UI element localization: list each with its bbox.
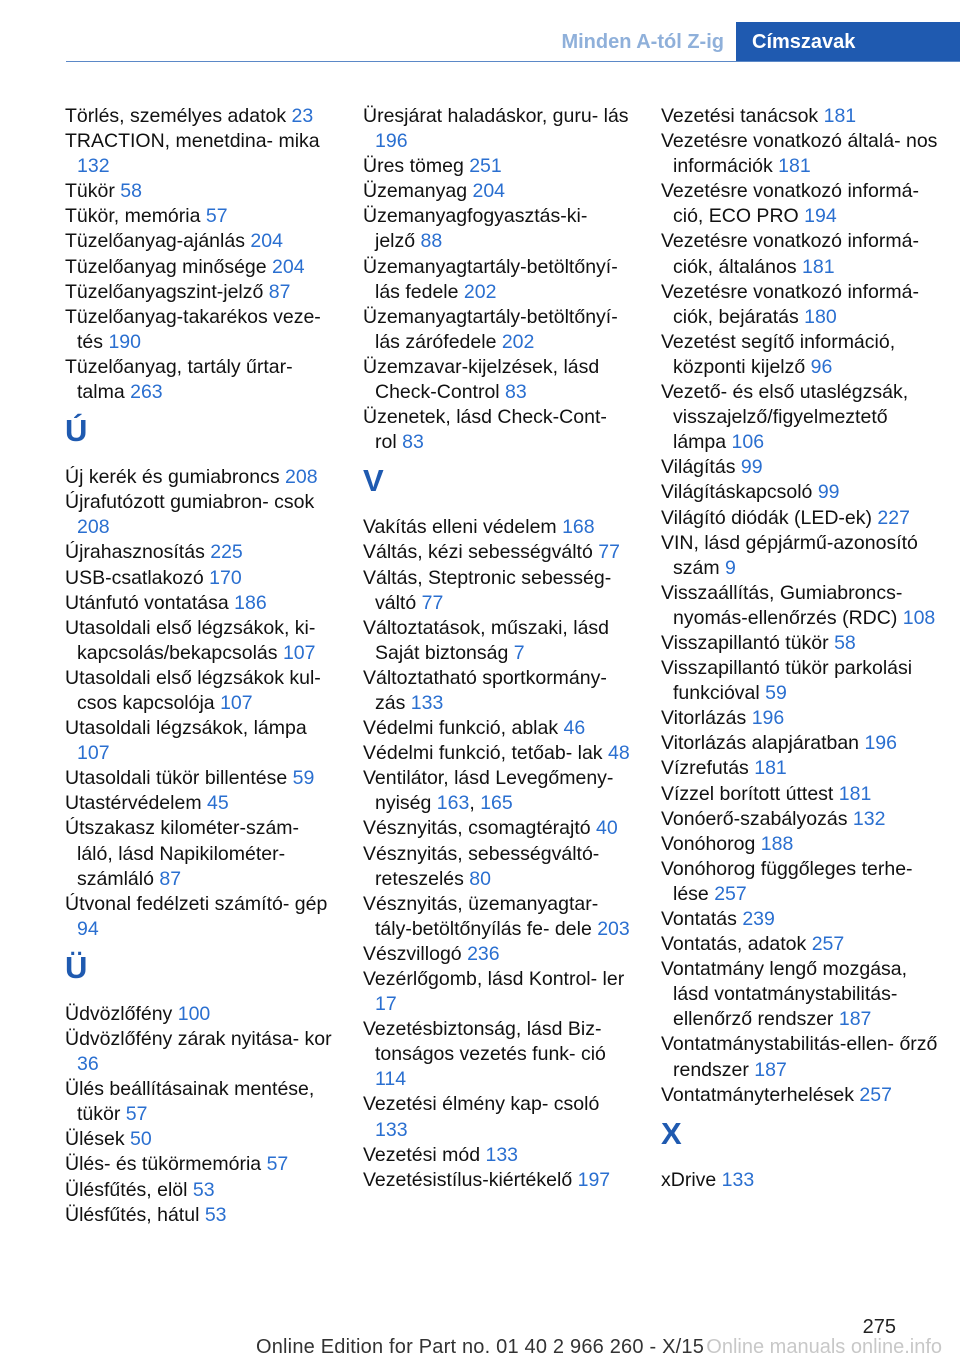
index-entry-text: Vésznyitás, sebességváltó- reteszelés xyxy=(363,842,600,890)
index-entry xyxy=(65,1027,333,1077)
index-entry xyxy=(65,566,333,591)
page-reference-link[interactable]: 9 xyxy=(725,556,736,579)
page-reference-link[interactable]: 251 xyxy=(469,155,502,178)
index-entry-text: Vontatmány lengő mozgása, lásd vontatmánystabilitás- ellenőrző rendszer xyxy=(661,958,908,1031)
index-entry-text: Ülés beállításainak mentése, tükör xyxy=(65,1078,315,1126)
index-entry-text: Ülésfűtés, elöl xyxy=(65,1178,193,1201)
index-entry-text: Utasoldali első légzsákok kul‐ csos kapcsolója xyxy=(65,666,321,714)
index-entry xyxy=(661,857,941,907)
index-entry xyxy=(363,1143,631,1168)
page-reference-link[interactable]: 107 xyxy=(77,742,110,765)
index-entry-text: Utasoldali tükör billentése xyxy=(65,767,293,790)
page-reference-link[interactable]: 236 xyxy=(467,942,500,965)
index-entry xyxy=(363,154,631,179)
index-entry xyxy=(65,666,333,716)
page-reference-link[interactable]: 57 xyxy=(266,1153,289,1176)
page-reference-link[interactable]: 196 xyxy=(751,707,785,730)
index-letter-heading: X xyxy=(661,1115,682,1151)
page-reference-link[interactable]: 48 xyxy=(607,742,630,765)
page-reference-link[interactable]: 59 xyxy=(765,682,787,705)
index-entry xyxy=(65,305,333,355)
index-entry xyxy=(65,280,333,305)
page-reference-link[interactable]: 83 xyxy=(402,431,424,454)
index-entry-text: Vitorlázás alapjáratban xyxy=(661,732,865,755)
page-reference-link[interactable]: 80 xyxy=(469,867,491,890)
page-reference-link[interactable]: 263 xyxy=(130,381,163,404)
index-entry xyxy=(363,405,631,455)
index-entry xyxy=(661,1083,941,1108)
index-entry xyxy=(65,1002,333,1027)
watermark-text: Online manuals online.info xyxy=(706,1336,942,1358)
page-reference-link[interactable]: 53 xyxy=(192,1178,215,1201)
index-entry-text: Visszapillantó tükör xyxy=(661,631,835,654)
page-reference-link[interactable]: 225 xyxy=(210,541,243,564)
index-entry-text: Vontatmánystabilitás-ellen‐ őrző rendszer xyxy=(661,1033,938,1081)
index-entry-text: Vésznyitás, csomagtérajtó xyxy=(363,817,597,840)
index-entry-text: Váltás, kézi sebességváltó xyxy=(363,541,599,564)
index-entry xyxy=(363,816,631,841)
index-entry-text: Utánfutó vontatása xyxy=(65,591,235,614)
index-entry-text: Vezetési élmény kap‐ csoló xyxy=(363,1093,600,1116)
page-reference-link[interactable]: 36 xyxy=(77,1053,99,1076)
index-entry xyxy=(661,1168,941,1193)
index-entry xyxy=(65,1127,333,1152)
index-entry xyxy=(661,531,941,581)
page-reference-link[interactable]: 196 xyxy=(375,130,408,153)
page-reference-link[interactable]: 57 xyxy=(125,1103,148,1126)
page-reference-link[interactable]: 163 xyxy=(436,792,470,815)
page-reference-link[interactable]: 202 xyxy=(463,280,497,303)
page-reference-link[interactable]: 106 xyxy=(731,431,765,454)
index-entry xyxy=(65,591,333,616)
page-reference-link[interactable]: 58 xyxy=(834,631,856,654)
index-entry-text: Ülések xyxy=(65,1128,131,1151)
index-entry-text: Tüzelőanyag-takarékos veze‐ tés xyxy=(65,305,321,353)
index-entry xyxy=(661,129,941,179)
page-reference-link[interactable]: 40 xyxy=(596,817,618,840)
page-reference-link[interactable]: 133 xyxy=(375,1118,408,1141)
page-reference-link[interactable]: 100 xyxy=(177,1002,211,1025)
index-entry-text: Vezetésre vonatkozó informá‐ ció, ECO PRO xyxy=(661,180,919,228)
index-entry-text: Váltás, Steptronic sebesség‐ váltó xyxy=(363,566,612,614)
index-entry-text: TRACTION, menetdina‐ mika xyxy=(65,130,320,153)
page-reference-link[interactable]: 133 xyxy=(721,1168,755,1191)
page-reference-link[interactable]: 94 xyxy=(77,917,99,940)
index-entry-text: Vésznyitás, üzemanyagtar‐ tály-betöltőnyílás fe‐ dele xyxy=(363,892,599,940)
page-reference-link[interactable]: 181 xyxy=(754,757,787,780)
index-entry xyxy=(363,1017,631,1092)
index-entry-text: Vezetésistílus-kiértékelő xyxy=(363,1168,578,1191)
page-reference-link[interactable]: 87 xyxy=(268,280,291,303)
page-reference-link[interactable]: 227 xyxy=(877,506,910,529)
page-reference-link[interactable]: 107 xyxy=(220,691,253,714)
index-entry xyxy=(65,1178,333,1203)
index-entry-text: Üzemzavar-kijelzések, lásd Check-Control xyxy=(363,355,600,404)
index-entry-text: Tüzelőanyag minősége xyxy=(65,255,273,278)
page-reference-link[interactable]: 208 xyxy=(285,466,318,489)
page-reference-link[interactable]: 180 xyxy=(804,305,837,328)
index-entry xyxy=(363,204,631,254)
index-entry-text: Ülés- és tükörmemória xyxy=(65,1153,267,1176)
index-entry-text: Üdvözlőfény zárak nyitása‐ kor xyxy=(65,1028,332,1050)
index-entry xyxy=(65,129,333,179)
index-entry xyxy=(65,179,333,204)
page-reference-link[interactable]: 196 xyxy=(864,732,897,755)
page-reference-link[interactable]: 204 xyxy=(250,230,283,253)
page-reference-link[interactable]: 202 xyxy=(501,330,535,353)
index-entry xyxy=(363,305,631,355)
index-letter-heading: V xyxy=(363,463,384,499)
page-reference-link[interactable]: 50 xyxy=(130,1128,152,1151)
index-entry-text: Tükör xyxy=(65,180,121,203)
index-entry xyxy=(363,566,631,616)
index-entry xyxy=(363,1092,631,1142)
index-entry xyxy=(661,179,941,229)
index-entry-text: Világításkapcsoló xyxy=(661,481,818,504)
index-entry xyxy=(363,1168,631,1193)
index-entry xyxy=(661,380,941,455)
index-entry-text: Vezető- és első utaslégzsák, visszajelző/figyelmeztető lámpa xyxy=(661,381,909,454)
index-entry-text: Változtatható sportkormány‐ zás xyxy=(363,666,607,714)
index-entry xyxy=(363,355,631,405)
index-letter-heading: Ú xyxy=(65,413,88,449)
page-reference-link[interactable]: 133 xyxy=(410,691,444,714)
index-entry-text: Üzenetek, lásd Check-Cont‐ rol xyxy=(363,406,607,454)
page-reference-link[interactable]: 197 xyxy=(577,1168,611,1191)
index-entry xyxy=(363,892,631,942)
page-reference-link[interactable]: 96 xyxy=(810,355,833,378)
page-reference-link[interactable]: 181 xyxy=(778,155,811,178)
index-entry xyxy=(65,791,333,816)
index-entry-text: Vontatás xyxy=(661,908,743,930)
index-entry-text: Vonóhorog függőleges terhe‐ lése xyxy=(661,857,913,905)
index-entry-text: Vízrefutás xyxy=(661,757,755,780)
index-entry xyxy=(363,104,631,154)
index-entry-text: Üzemanyagtartály-betöltőnyí‐ lás fedele xyxy=(363,255,618,303)
index-entry-text: VIN, lásd gépjármű-azonosító szám xyxy=(661,531,918,579)
page-reference-link[interactable]: 57 xyxy=(205,205,228,228)
index-entry xyxy=(661,229,941,279)
index-entry xyxy=(661,706,941,731)
header-rule xyxy=(66,61,960,62)
page-reference-link[interactable]: 181 xyxy=(838,782,872,805)
index-entry xyxy=(661,807,941,832)
page-reference-link[interactable]: 204 xyxy=(472,180,506,203)
index-entry-text: Vakítás elleni védelem xyxy=(363,516,563,539)
page-reference-link[interactable]: 88 xyxy=(420,230,443,253)
index-entry-text: Utastérvédelem xyxy=(65,792,207,815)
page-reference-link[interactable]: 108 xyxy=(902,606,936,629)
index-entry-text: Útvonal fedélzeti számító‐ gép xyxy=(65,892,328,915)
page-reference-link[interactable]: 203 xyxy=(597,917,630,940)
index-entry xyxy=(65,1152,333,1177)
index-entry-text: Vonóhorog xyxy=(661,832,761,855)
index-entry xyxy=(363,255,631,305)
index-entry-text: Üzemanyagfogyasztás-ki‐ jelző xyxy=(363,205,588,253)
page-reference-link[interactable]: 87 xyxy=(159,867,182,890)
index-entry-text: Vitorlázás xyxy=(661,707,752,730)
index-entry xyxy=(661,631,941,656)
index-entry-text: Vonóerő-szabályozás xyxy=(661,807,853,830)
page-reference-link[interactable]: 83 xyxy=(505,381,527,404)
section-tab-keywords[interactable]: Címszavak xyxy=(736,22,960,62)
page-number: 275 xyxy=(862,1316,896,1338)
index-entry xyxy=(661,731,941,756)
page-reference-link[interactable]: 239 xyxy=(742,908,775,930)
page-reference-link[interactable]: 204 xyxy=(272,255,305,278)
page-reference-link[interactable]: 187 xyxy=(754,1058,787,1081)
index-entry xyxy=(661,832,941,857)
index-entry-text: Útszakasz kilométer-szám‐ láló, lásd Napikilométer- számláló xyxy=(65,817,300,890)
index-entry xyxy=(661,656,941,706)
index-entry xyxy=(661,480,941,505)
index-entry xyxy=(363,179,631,204)
page-reference-link[interactable]: 168 xyxy=(562,516,595,539)
index-entry-text: Utasoldali első légzsákok, ki‐ kapcsolás/bekapcsolás xyxy=(65,616,316,664)
index-entry xyxy=(661,957,941,1032)
index-entry-text: Világítás xyxy=(661,456,741,479)
index-entry xyxy=(363,716,631,741)
page-reference-link[interactable]: 257 xyxy=(811,933,845,956)
index-entry xyxy=(661,932,941,957)
index-entry xyxy=(65,816,333,891)
page-reference-link[interactable]: 190 xyxy=(108,330,141,353)
index-entry xyxy=(65,229,333,254)
index-entry-text: Utasoldali légzsákok, lámpa xyxy=(65,717,307,740)
index-entry-text: Tüzelőanyag-ajánlás xyxy=(65,230,251,253)
page-reference-link[interactable]: 194 xyxy=(804,205,837,228)
index-entry-text: Változtatások, műszaki, lásd Saját biztonság xyxy=(363,616,610,664)
index-entry xyxy=(661,330,941,380)
index-entry xyxy=(363,666,631,716)
page-reference-link[interactable]: 7 xyxy=(513,641,525,664)
index-entry-text: Vízzel borított úttest xyxy=(661,782,839,805)
index-entry-text: Vezetési mód xyxy=(363,1143,486,1166)
index-entry-text: Üdvözlőfény xyxy=(65,1002,178,1025)
index-entry-text: Vontatmányterhelések xyxy=(661,1083,860,1106)
index-entry-text: Visszapillantó tükör parkolási funkcióval xyxy=(661,657,913,705)
index-entry xyxy=(363,967,631,1017)
index-entry xyxy=(65,716,333,766)
page-reference-link[interactable]: 58 xyxy=(120,180,142,203)
page-reference-link[interactable]: 181 xyxy=(823,105,857,127)
footer-edition: Online Edition for Part no. 01 40 2 966 260 - X/15 xyxy=(255,1336,705,1358)
index-entry xyxy=(363,842,631,892)
page-reference-link[interactable]: 99 xyxy=(740,456,763,479)
index-entry-text: Világító diódák (LED-ek) xyxy=(661,506,878,529)
index-column-3 xyxy=(661,104,941,1193)
index-entry-text: Új kerék és gumiabroncs xyxy=(65,466,286,489)
index-entry-text: Védelmi funkció, tetőab‐ lak xyxy=(363,742,608,765)
index-entry-text: Vezetésre vonatkozó informá‐ ciók, általános xyxy=(661,230,919,278)
index-entry-text: Ülésfűtés, hátul xyxy=(65,1203,205,1226)
index-column-2 xyxy=(363,104,631,1193)
index-letter-heading: Ü xyxy=(65,949,88,985)
index-entry xyxy=(65,892,333,942)
index-entry-text: Vezetési tanácsok xyxy=(661,105,824,127)
page-reference-link[interactable]: 114 xyxy=(375,1068,407,1091)
index-entry-text: Tüzelőanyagszint-jelző xyxy=(65,280,269,303)
section-tab-a-to-z[interactable]: Minden A-tól Z-ig xyxy=(561,31,724,53)
page-reference-link[interactable]: 257 xyxy=(859,1083,892,1106)
index-entry-text: Törlés, személyes adatok xyxy=(65,105,292,127)
index-entry-text: Vezérlőgomb, lásd Kontrol‐ ler xyxy=(363,968,625,990)
index-entry xyxy=(661,1032,941,1082)
index-entry-text: Vezetést segítő információ, központi kijelző xyxy=(661,330,896,378)
index-entry-text: Üzemanyag xyxy=(363,180,473,203)
index-entry xyxy=(363,515,631,540)
index-entry-text: Üresjárat haladáskor, guru‐ lás xyxy=(363,105,629,127)
page-reference-link[interactable]: 208 xyxy=(77,516,110,539)
index-entry-text: Üres tömeg xyxy=(363,155,470,178)
page-reference-link[interactable]: 170 xyxy=(209,566,242,589)
page-reference-link[interactable]: 187 xyxy=(838,1008,872,1031)
index-entry xyxy=(65,766,333,791)
index-entry xyxy=(65,616,333,666)
index-entry-text: Visszaállítás, Gumiabroncs- nyomás-ellenőrzés (RDC) xyxy=(661,581,903,629)
index-entry xyxy=(363,540,631,565)
index-entry xyxy=(661,581,941,631)
index-entry xyxy=(65,104,333,129)
index-entry-text: Vezetésre vonatkozó általá‐ nos információk xyxy=(661,130,938,178)
index-entry xyxy=(661,907,941,932)
index-entry xyxy=(363,616,631,666)
page-reference-link[interactable]: 59 xyxy=(292,767,315,790)
page-reference-link[interactable]: 107 xyxy=(282,641,316,664)
index-entry xyxy=(661,506,941,531)
page-reference-link[interactable]: 46 xyxy=(563,717,586,740)
index-entry-text: Vészvillogó xyxy=(363,942,468,965)
index-entry xyxy=(65,490,333,540)
page-reference-link[interactable]: 132 xyxy=(852,807,886,830)
index-entry xyxy=(65,465,333,490)
index-entry xyxy=(661,756,941,781)
page-reference-link[interactable]: 133 xyxy=(485,1143,519,1166)
index-entry xyxy=(661,782,941,807)
index-entry-text: Vezetésre vonatkozó informá‐ ciók, bejáratás xyxy=(661,280,919,328)
index-entry xyxy=(65,204,333,229)
index-entry-text: Vezetésbiztonság, lásd Biz‐ tonságos vezetés funk‐ ció xyxy=(363,1018,606,1066)
page-reference-link[interactable]: 23 xyxy=(291,105,314,127)
index-entry xyxy=(65,540,333,565)
page-reference-link[interactable]: 45 xyxy=(206,792,229,815)
index-entry-text: Újrahasznosítás xyxy=(65,541,211,564)
index-entry-text: Védelmi funkció, ablak xyxy=(363,717,564,740)
page-reference-link[interactable]: 257 xyxy=(714,882,747,905)
page-reference-link[interactable]: 181 xyxy=(802,255,835,278)
index-entry xyxy=(661,280,941,330)
index-entry-text: Tüzelőanyag, tartály űrtar‐ talma xyxy=(65,355,293,404)
index-entry xyxy=(363,741,631,766)
index-entry-text: xDrive xyxy=(661,1168,722,1191)
page-reference-link[interactable]: 188 xyxy=(760,832,794,855)
page-reference-link[interactable]: 53 xyxy=(204,1203,227,1226)
index-entry-text: Újrafutózott gumiabron‐ csok xyxy=(65,491,315,514)
page-reference-link[interactable]: 186 xyxy=(234,591,267,614)
index-entry-text: USB-csatlakozó xyxy=(65,566,210,589)
index-entry xyxy=(65,255,333,280)
index-entry-text: Üzemanyagtartály-betöltőnyí‐ lás zárófedele xyxy=(363,305,618,353)
index-column-1 xyxy=(65,104,333,1228)
index-entry-text: Tükör, memória xyxy=(65,205,206,228)
index-entry xyxy=(661,455,941,480)
index-entry xyxy=(65,1203,333,1228)
index-entry-text: Vontatás, adatok xyxy=(661,933,812,956)
index-entry: Ventilátor, lásd Levegőmeny‐ nyiség 163, 165 xyxy=(363,767,614,815)
index-entry-text: Ventilátor, lásd Levegőmeny‐ nyiség xyxy=(363,767,614,815)
page-reference-link[interactable]: 165 xyxy=(480,792,513,815)
index-entry xyxy=(363,942,631,967)
index-entry xyxy=(65,1077,333,1127)
index-entry xyxy=(661,104,941,129)
page-reference-link[interactable]: 77 xyxy=(421,591,444,614)
page-reference-link[interactable]: 132 xyxy=(77,155,110,178)
index-entry xyxy=(65,355,333,405)
page-reference-link[interactable]: 77 xyxy=(598,541,620,564)
page-reference-link[interactable]: 17 xyxy=(375,993,397,1016)
page-reference-link[interactable]: 99 xyxy=(817,481,840,504)
